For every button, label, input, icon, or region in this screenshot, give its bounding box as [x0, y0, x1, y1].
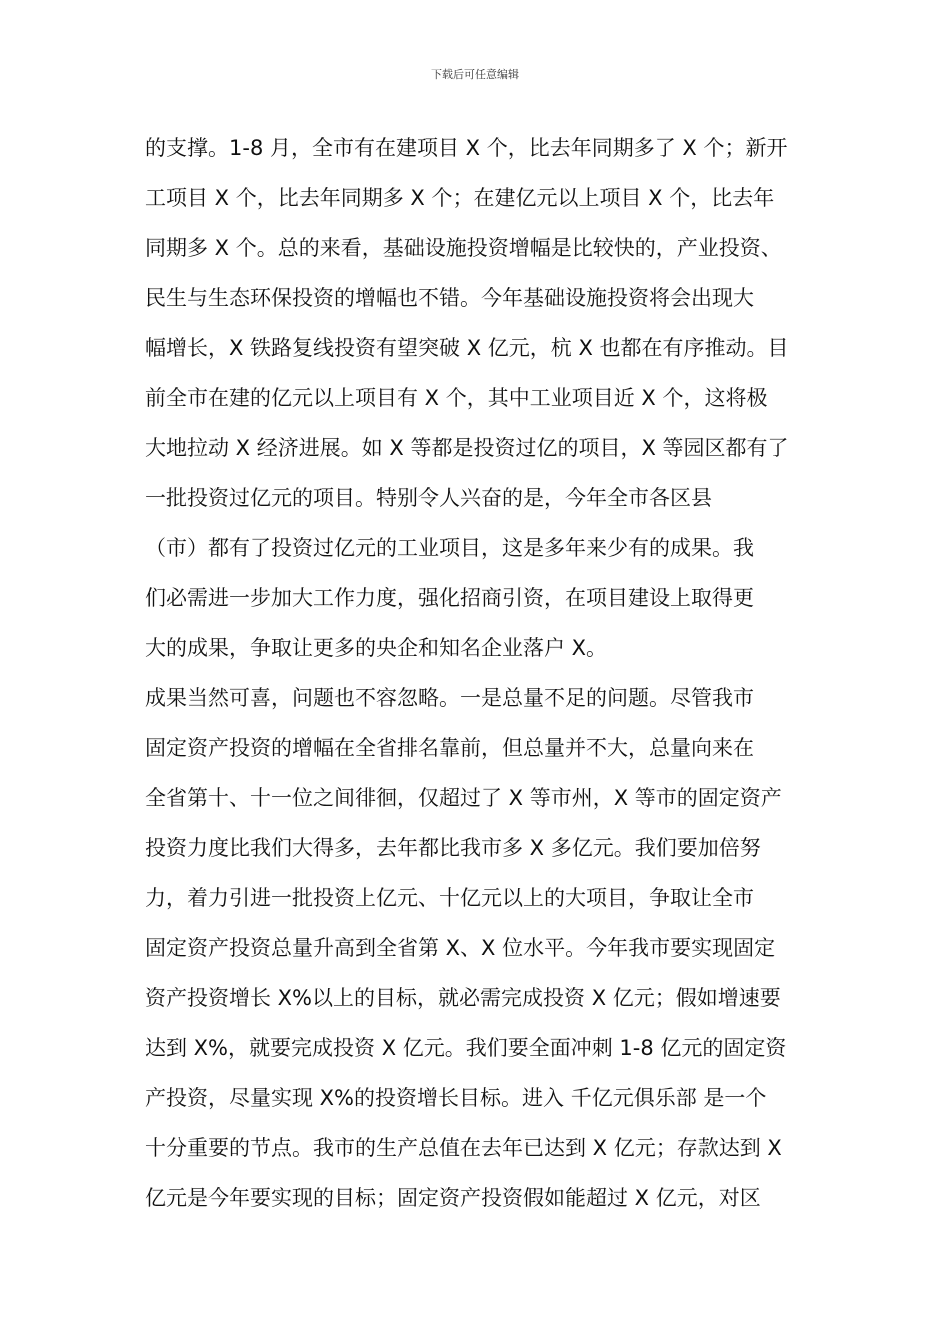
text-line: 产投资，尽量实现 X%的投资增长目标。进入 千亿元俱乐部 是一个	[145, 1086, 767, 1110]
text-line: 固定资产投资的增幅在全省排名靠前，但总量并不大，总量向来在	[145, 736, 754, 760]
text-line: 力，着力引进一批投资上亿元、十亿元以上的大项目，争取让全市	[145, 886, 754, 910]
text-line: 同期多 X 个。总的来看，基础设施投资增幅是比较快的，产业投资、	[145, 236, 782, 260]
text-line: 前全市在建的亿元以上项目有 X 个，其中工业项目近 X 个，这将极	[145, 386, 768, 410]
page-header: 下载后可任意编辑	[431, 68, 519, 81]
text-line: 民生与生态环保投资的增幅也不错。今年基础设施投资将会出现大	[145, 286, 754, 310]
text-line: 亿元是今年要实现的目标；固定资产投资假如能超过 X 亿元，对区	[145, 1186, 761, 1210]
text-line: 固定资产投资总量升高到全省第 X、X 位水平。今年我市要实现固定	[145, 936, 776, 960]
text-line: 达到 X%，就要完成投资 X 亿元。我们要全面冲刺 1-8 亿元的固定资	[145, 1036, 787, 1060]
text-line: 全省第十、十一位之间徘徊，仅超过了 X 等市州，X 等市的固定资产	[145, 786, 782, 810]
text-line: 们必需进一步加大工作力度，强化招商引资，在项目建设上取得更	[145, 586, 754, 610]
text-line: （市）都有了投资过亿元的工业项目，这是多年来少有的成果。我	[145, 536, 754, 560]
text-line: 一批投资过亿元的项目。特别令人兴奋的是，今年全市各区县	[145, 486, 712, 510]
text-line: 投资力度比我们大得多，去年都比我市多 X 多亿元。我们要加倍努	[145, 836, 761, 860]
text-line: 资产投资增长 X%以上的目标，就必需完成投资 X 亿元；假如增速要	[145, 986, 781, 1010]
text-line: 幅增长，X 铁路复线投资有望突破 X 亿元，杭 X 也都在有序推动。目	[145, 336, 789, 360]
text-line: 大地拉动 X 经济进展。如 X 等都是投资过亿的项目，X 等园区都有了	[145, 436, 789, 460]
text-line: 成果当然可喜，问题也不容忽略。一是总量不足的问题。尽管我市	[145, 686, 754, 710]
text-line: 工项目 X 个，比去年同期多 X 个；在建亿元以上项目 X 个，比去年	[145, 186, 775, 210]
text-line: 大的成果，争取让更多的央企和知名企业落户 X。	[145, 636, 608, 660]
text-line: 的支撑。1-8 月，全市有在建项目 X 个，比去年同期多了 X 个；新开	[145, 136, 788, 160]
text-line: 十分重要的节点。我市的生产总值在去年已达到 X 亿元；存款达到 X	[145, 1136, 782, 1160]
